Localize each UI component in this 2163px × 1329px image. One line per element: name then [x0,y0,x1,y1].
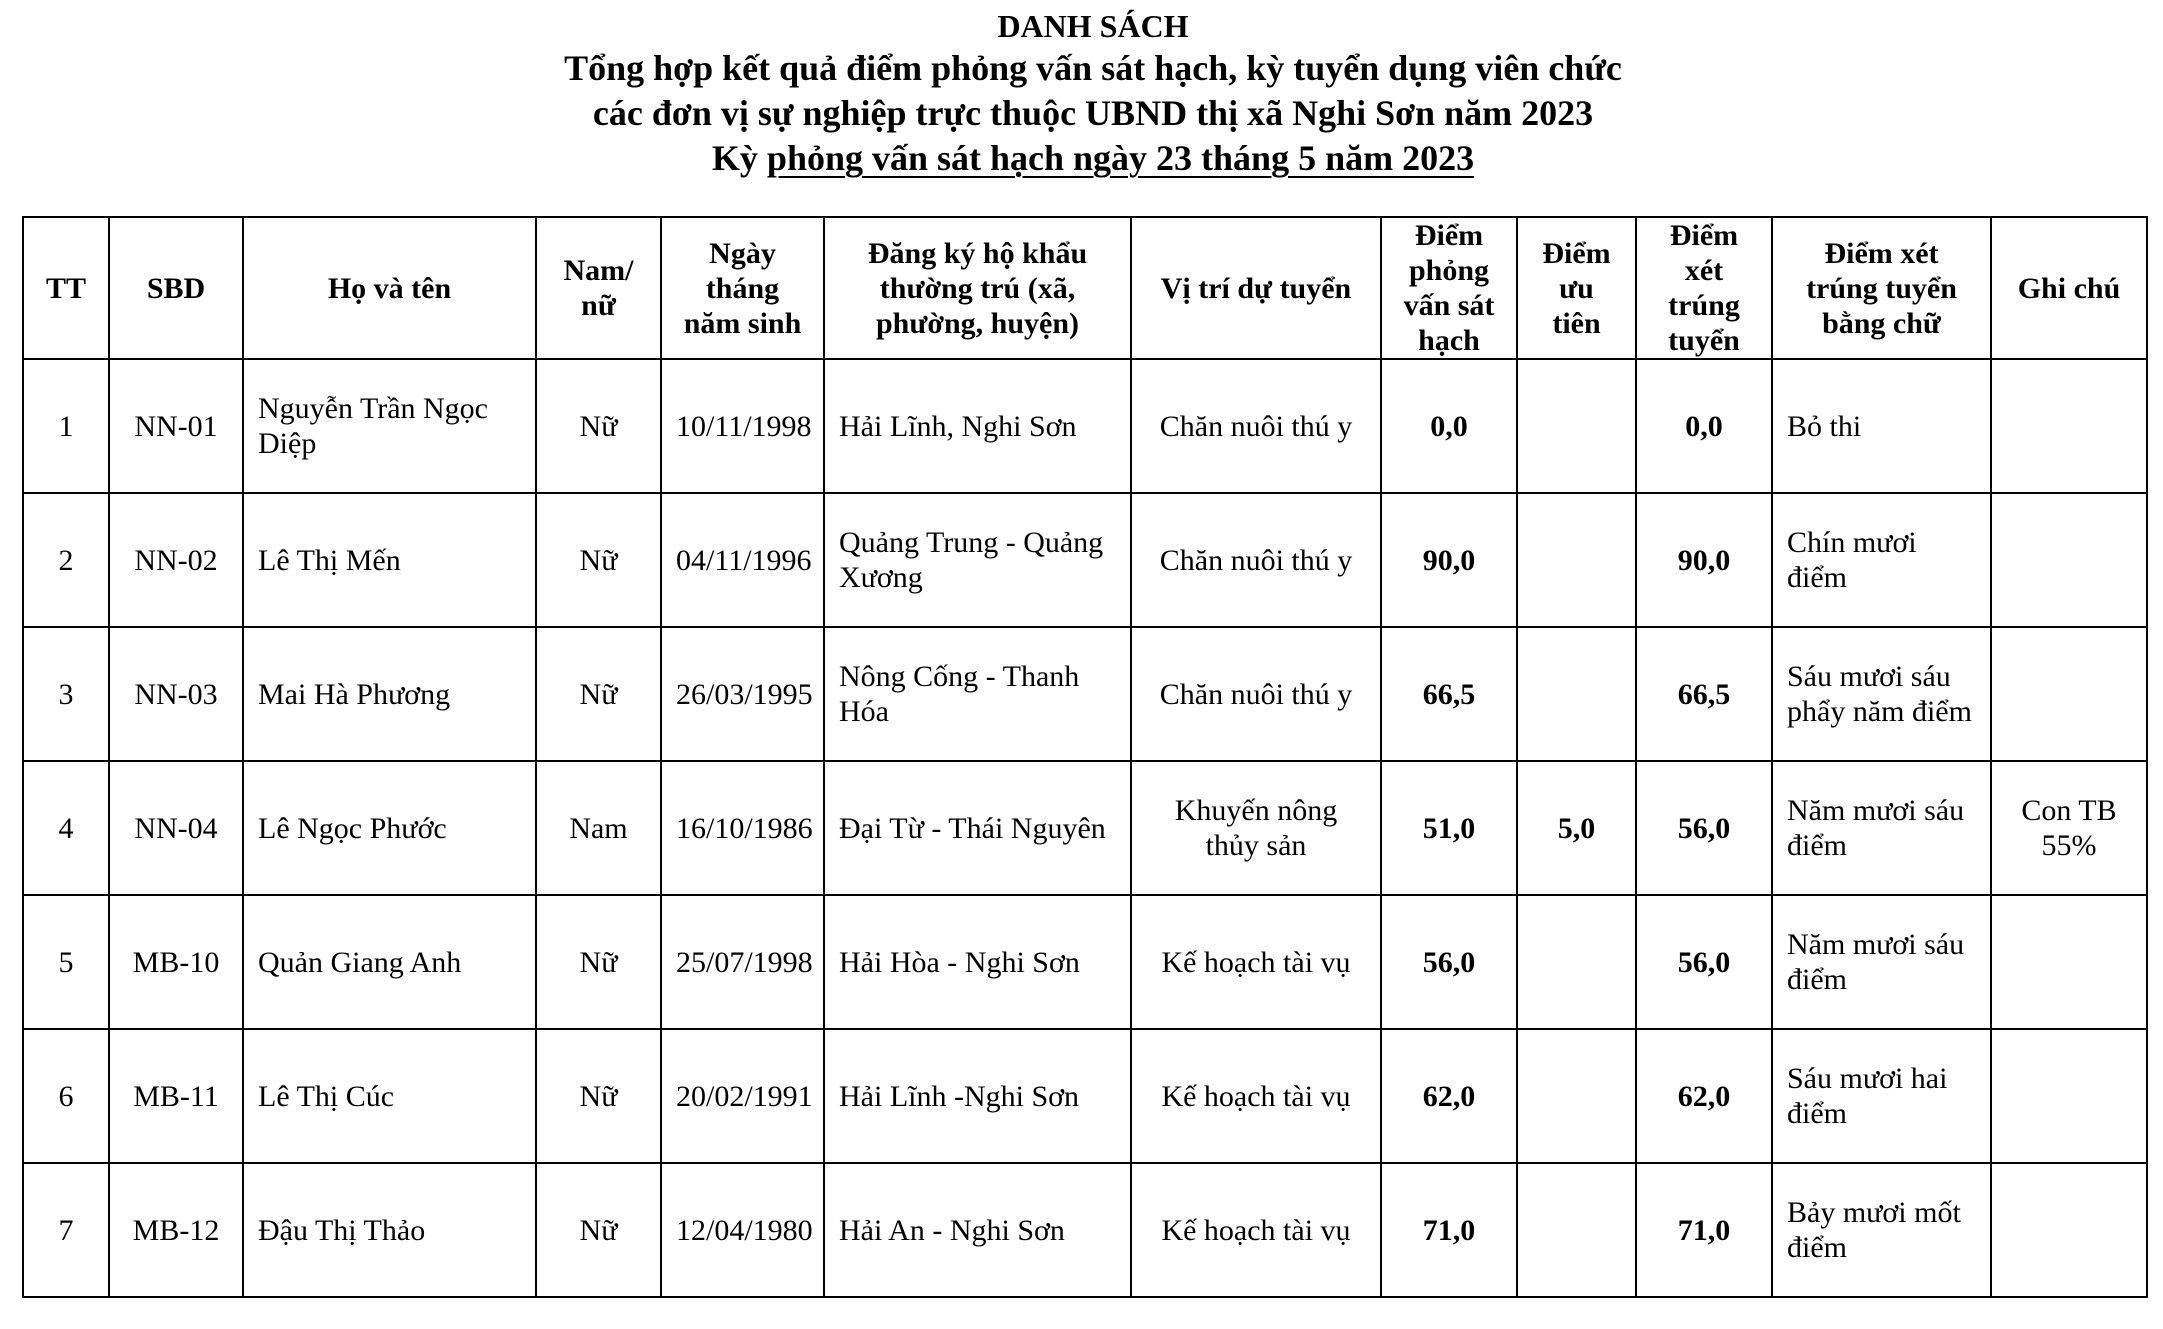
cell-dob: 04/11/1996 [661,493,824,627]
cell-dob: 10/11/1998 [661,359,824,493]
cell-name: Quản Giang Anh [243,895,536,1029]
col-header-gender: Nam/ nữ [536,217,661,359]
cell-gender: Nữ [536,1163,661,1297]
cell-priority-score [1517,493,1636,627]
cell-score-in-words: Sáu mươi hai điểm [1772,1029,1991,1163]
document-title: DANH SÁCH [997,8,1189,44]
cell-note [1991,359,2147,493]
cell-address: Hải Lĩnh, Nghi Sơn [824,359,1131,493]
cell-sbd: MB-12 [109,1163,243,1297]
cell-interview-score: 51,0 [1381,761,1517,895]
cell-address: Nông Cống - Thanh Hóa [824,627,1131,761]
table-row [23,1029,2147,1163]
cell-sbd: NN-03 [109,627,243,761]
cell-note: Con TB 55% [1991,761,2147,895]
cell-score-in-words: Bảy mươi mốt điểm [1772,1163,1991,1297]
cell-priority-score [1517,1163,1636,1297]
cell-address: Quảng Trung - Quảng Xương [824,493,1131,627]
cell-address: Đại Từ - Thái Nguyên [824,761,1131,895]
cell-priority-score [1517,1029,1636,1163]
cell-tt: 7 [23,1163,109,1297]
cell-note [1991,1163,2147,1297]
cell-tt: 5 [23,895,109,1029]
cell-tt: 3 [23,627,109,761]
cell-tt: 4 [23,761,109,895]
col-header-priority-score: Điểm ưu tiên [1517,217,1636,359]
cell-total-score: 56,0 [1636,895,1772,1029]
document-subtitle-line-3 [0,136,2163,181]
cell-total-score: 62,0 [1636,1029,1772,1163]
results-table [22,216,2148,1298]
cell-score-in-words: Bỏ thi [1772,359,1991,493]
cell-score-in-words: Sáu mươi sáu phẩy năm điểm [1772,627,1991,761]
cell-note [1991,1029,2147,1163]
cell-position: Kế hoạch tài vụ [1131,1029,1381,1163]
table-row [23,627,2147,761]
cell-tt: 6 [23,1029,109,1163]
cell-sbd: NN-02 [109,493,243,627]
cell-position: Khuyến nông thủy sản [1131,761,1381,895]
cell-address: Hải An - Nghi Sơn [824,1163,1131,1297]
cell-sbd: NN-01 [109,359,243,493]
document-subtitle-line-2: các đơn vị sự nghiệp trực thuộc UBND thị xã Nghi Sơn năm 2023 [592,93,1594,133]
cell-priority-score [1517,895,1636,1029]
cell-sbd: MB-11 [109,1029,243,1163]
cell-position: Kế hoạch tài vụ [1131,1163,1381,1297]
col-header-name: Họ và tên [243,217,536,359]
cell-gender: Nữ [536,1029,661,1163]
cell-interview-score: 66,5 [1381,627,1517,761]
cell-dob: 20/02/1991 [661,1029,824,1163]
document-header [0,6,2163,181]
cell-position: Kế hoạch tài vụ [1131,895,1381,1029]
cell-gender: Nữ [536,493,661,627]
cell-sbd: MB-10 [109,895,243,1029]
exam-date-prefix: Kỳ [711,138,767,178]
cell-total-score: 71,0 [1636,1163,1772,1297]
cell-total-score: 90,0 [1636,493,1772,627]
cell-total-score: 66,5 [1636,627,1772,761]
col-header-note: Ghi chú [1991,217,2147,359]
col-header-total-score: Điểm xét trúng tuyển [1636,217,1772,359]
cell-dob: 26/03/1995 [661,627,824,761]
cell-name: Lê Thị Cúc [243,1029,536,1163]
table-row [23,1163,2147,1297]
cell-name: Mai Hà Phương [243,627,536,761]
table-row [23,895,2147,1029]
cell-position: Chăn nuôi thú y [1131,359,1381,493]
cell-name: Lê Thị Mến [243,493,536,627]
cell-interview-score: 56,0 [1381,895,1517,1029]
cell-dob: 25/07/1998 [661,895,824,1029]
cell-name: Lê Ngọc Phước [243,761,536,895]
cell-dob: 16/10/1986 [661,761,824,895]
cell-sbd: NN-04 [109,761,243,895]
cell-name: Đậu Thị Thảo [243,1163,536,1297]
cell-score-in-words: Năm mươi sáu điểm [1772,761,1991,895]
cell-gender: Nữ [536,359,661,493]
cell-address: Hải Lĩnh -Nghi Sơn [824,1029,1131,1163]
cell-note [1991,627,2147,761]
cell-note [1991,493,2147,627]
cell-interview-score: 62,0 [1381,1029,1517,1163]
col-header-dob: Ngày tháng năm sinh [661,217,824,359]
cell-total-score: 56,0 [1636,761,1772,895]
table-row [23,493,2147,627]
cell-name: Nguyễn Trần Ngọc Diệp [243,359,536,493]
cell-gender: Nữ [536,895,661,1029]
document-subtitle-line-1: Tổng hợp kết quả điểm phỏng vấn sát hạch, kỳ tuyển dụng viên chức [564,48,1622,88]
col-header-tt: TT [23,217,109,359]
cell-dob: 12/04/1980 [661,1163,824,1297]
col-header-position: Vị trí dự tuyển [1131,217,1381,359]
col-header-interview-score: Điểm phỏng vấn sát hạch [1381,217,1517,359]
col-header-score-in-words: Điểm xét trúng tuyển bằng chữ [1772,217,1991,359]
cell-priority-score [1517,359,1636,493]
cell-tt: 2 [23,493,109,627]
cell-total-score: 0,0 [1636,359,1772,493]
cell-position: Chăn nuôi thú y [1131,493,1381,627]
col-header-sbd: SBD [109,217,243,359]
cell-address: Hải Hòa - Nghi Sơn [824,895,1131,1029]
cell-priority-score [1517,627,1636,761]
cell-score-in-words: Chín mươi điểm [1772,493,1991,627]
cell-interview-score: 71,0 [1381,1163,1517,1297]
cell-gender: Nam [536,761,661,895]
cell-priority-score: 5,0 [1517,761,1636,895]
cell-interview-score: 0,0 [1381,359,1517,493]
exam-date-underlined: phỏng vấn sát hạch ngày 23 tháng 5 năm 2023 [766,138,1475,178]
col-header-address: Đăng ký hộ khẩu thường trú (xã, phường, huyện) [824,217,1131,359]
table-header-row [23,217,2147,359]
cell-position: Chăn nuôi thú y [1131,627,1381,761]
table-row [23,761,2147,895]
table-row [23,359,2147,493]
cell-interview-score: 90,0 [1381,493,1517,627]
cell-tt: 1 [23,359,109,493]
cell-note [1991,895,2147,1029]
cell-gender: Nữ [536,627,661,761]
cell-score-in-words: Năm mươi sáu điểm [1772,895,1991,1029]
table-body [23,359,2147,1297]
